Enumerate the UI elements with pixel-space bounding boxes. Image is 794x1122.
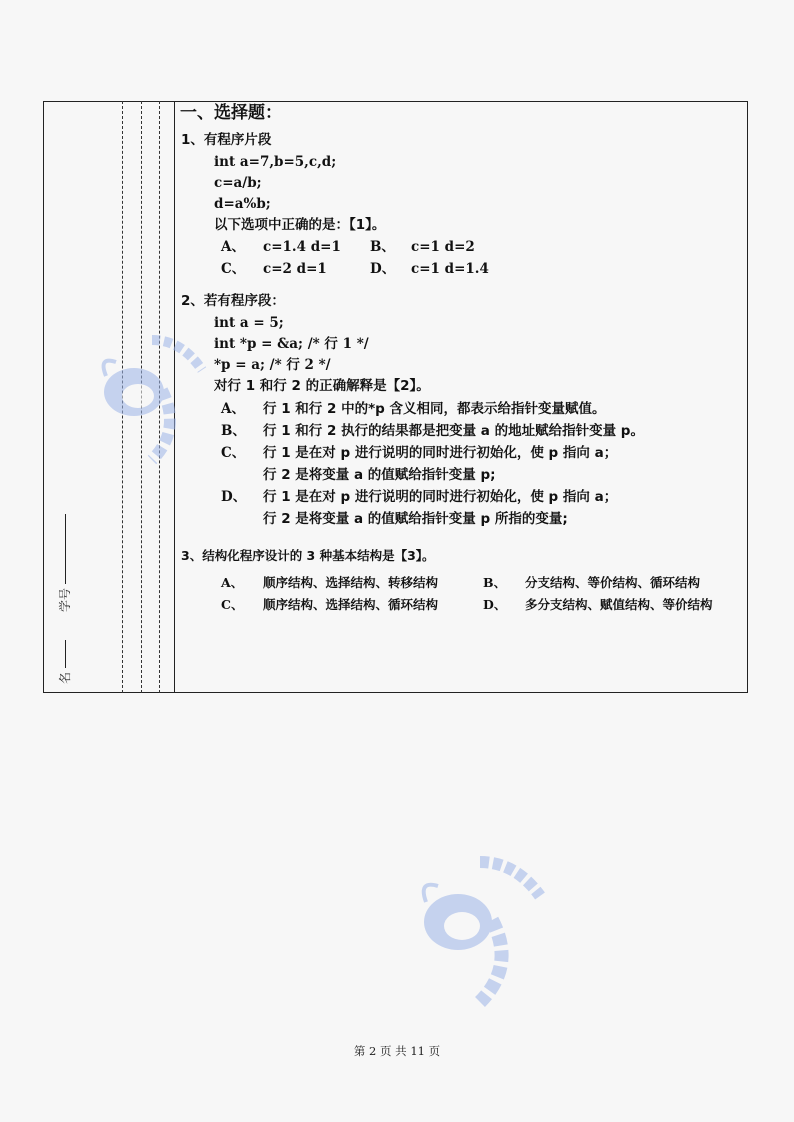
q3-title: 3、结构化程序设计的 3 种基本结构是【3】。 [181, 548, 435, 563]
q2-option-c-label: C、 [221, 445, 246, 461]
q2-option-d-text-2: 行 2 是将变量 a 的值赋给指针变量 p 所指的变量; [263, 511, 568, 527]
q1-option-d-label: D、 [370, 261, 396, 277]
q3-option-d-label: D、 [483, 597, 507, 612]
watermark-logo-2 [410, 850, 560, 1010]
q1-code-line-2: c=a/b; [214, 175, 262, 191]
q1-option-a-text: c=1.4 d=1 [263, 239, 341, 255]
q2-option-a-label: A、 [221, 401, 245, 417]
q2-option-b-label: B、 [221, 423, 246, 439]
q3-option-c-text: 顺序结构、选择结构、循环结构 [263, 597, 439, 612]
q1-option-d-text: c=1 d=1.4 [411, 261, 489, 277]
q3-option-d-text: 多分支结构、赋值结构、等价结构 [525, 597, 713, 612]
watermark-logo-1 [92, 330, 222, 470]
q2-title: 2、若有程序段： [181, 293, 285, 309]
q1-option-b-text: c=1 d=2 [411, 239, 475, 255]
q1-title: 1、有程序片段 [181, 132, 272, 148]
q1-option-c-label: C、 [221, 261, 246, 277]
q2-code-line-2: int *p = &a; /* 行 1 */ [214, 336, 369, 352]
q2-code-line-3: *p = a; /* 行 2 */ [214, 357, 331, 373]
q3-option-b-label: B、 [483, 575, 507, 590]
q3-option-a-label: A、 [221, 575, 244, 590]
q3-option-a-text: 顺序结构、选择结构、转移结构 [263, 575, 439, 590]
page-footer: 第 2 页 共 11 页 [353, 1044, 441, 1058]
q3-option-b-text: 分支结构、等价结构、循环结构 [525, 575, 701, 590]
q1-code-line-1: int a=7,b=5,c,d; [214, 154, 337, 170]
q2-option-a-text: 行 1 和行 2 中的*p 含义相同，都表示给指针变量赋值。 [263, 401, 606, 417]
q2-option-d-label: D、 [221, 489, 247, 505]
q1-option-c-text: c=2 d=1 [263, 261, 327, 277]
q1-option-b-label: B、 [370, 239, 395, 255]
name-label: 名 [56, 640, 73, 684]
q2-option-d-text-1: 行 1 是在对 p 进行说明的同时进行初始化，使 p 指向 a； [263, 489, 618, 505]
q2-code-line-1: int a = 5; [214, 315, 284, 331]
student-id-label: 学号 [56, 514, 73, 612]
q2-option-b-text: 行 1 和行 2 执行的结果都是把变量 a 的地址赋给指针变量 p。 [263, 423, 644, 439]
q1-prompt: 以下选项中正确的是：【1】。 [214, 217, 386, 233]
q2-prompt: 对行 1 和行 2 的正确解释是【2】。 [214, 378, 430, 394]
q3-option-c-label: C、 [221, 597, 244, 612]
q1-code-line-3: d=a%b; [214, 196, 271, 212]
section-title: 一、选择题： [180, 103, 282, 123]
q2-option-c-text-2: 行 2 是将变量 a 的值赋给指针变量 p; [263, 467, 496, 483]
q2-option-c-text-1: 行 1 是在对 p 进行说明的同时进行初始化，使 p 指向 a； [263, 445, 618, 461]
q1-option-a-label: A、 [221, 239, 245, 255]
